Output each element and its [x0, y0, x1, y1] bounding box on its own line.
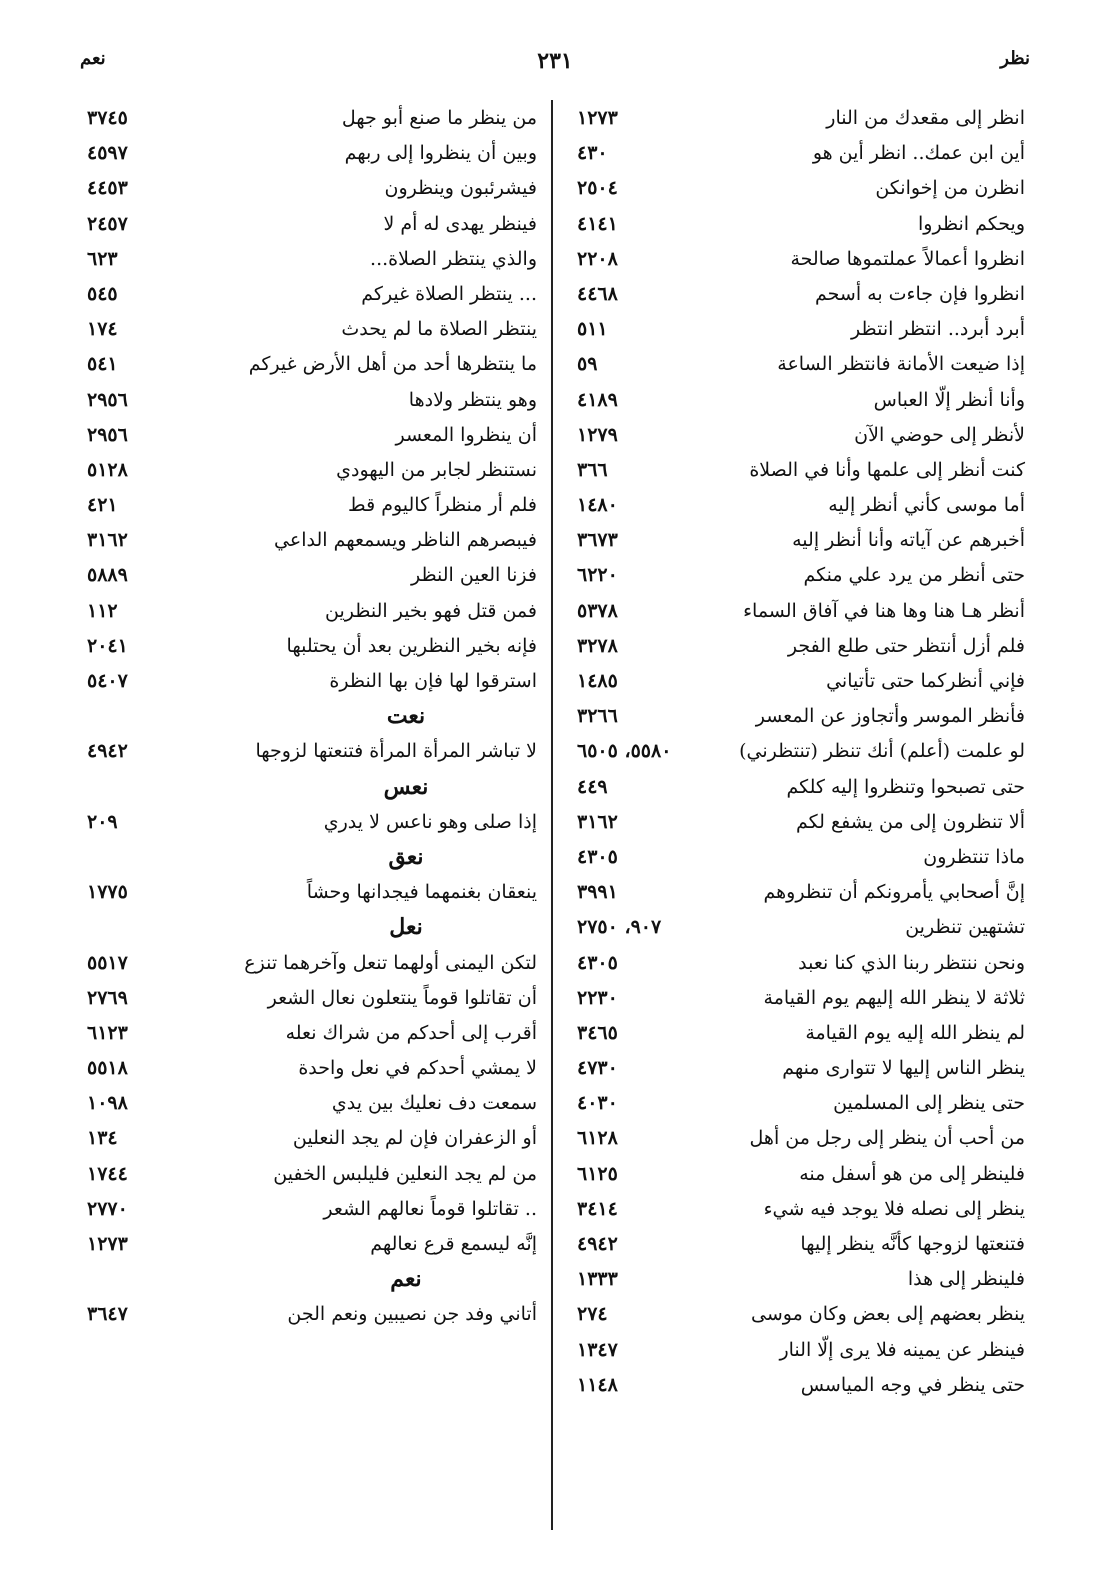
entry-text: فيشرئبون وينظرون	[384, 177, 537, 200]
index-entry	[575, 1121, 1025, 1156]
entry-hadith-number: ١٤٨٠	[577, 494, 618, 517]
index-entry	[85, 1051, 537, 1086]
entry-hadith-number: ٣٢٦٦	[577, 705, 618, 728]
index-entry	[575, 1333, 1025, 1368]
index-entry	[575, 1051, 1025, 1086]
section-heading	[85, 699, 537, 734]
entry-text: فمن قتل فهو بخير النظرين	[325, 599, 537, 622]
index-entry	[85, 171, 537, 206]
index-entry	[85, 488, 537, 523]
index-entry	[85, 805, 537, 840]
entry-hadith-number: ٥٥٨٠، ٦٥٠٥	[577, 740, 672, 763]
entry-hadith-number: ٦١٢٥	[577, 1162, 618, 1185]
entry-text: ينظر بعضهم إلى بعض وكان موسى	[751, 1303, 1025, 1326]
entry-text: ينتظر الصلاة ما لم يحدث	[341, 318, 537, 341]
entry-hadith-number: ٥١٢٨	[87, 458, 128, 481]
section-heading	[85, 770, 537, 805]
entry-hadith-number: ٣٩٩١	[577, 881, 618, 904]
entry-text: أن تقاتلوا قوماً ينتعلون نعال الشعر	[267, 986, 537, 1009]
entry-hadith-number: ٤٧٣٠	[577, 1057, 618, 1080]
entry-text: لتكن اليمنى أولهما تنعل وآخرهما تنزع	[244, 951, 537, 974]
entry-text: فلم أر منظراً كاليوم قط	[348, 494, 537, 517]
entry-text: فلم أزل أنتظر حتى طلع الفجر	[787, 634, 1025, 657]
section-heading	[85, 910, 537, 945]
entry-text: نستنظر لجابر من اليهودي	[336, 458, 537, 481]
entry-hadith-number: ٥٣٧٨	[577, 599, 618, 622]
index-entry	[85, 312, 537, 347]
entry-text: ثلاثة لا ينظر الله إليهم يوم القيامة	[763, 986, 1025, 1009]
index-entry	[85, 664, 537, 699]
entry-text: ينظر الناس إليها لا تتوارى منهم	[782, 1057, 1025, 1080]
page-header	[80, 48, 1030, 78]
entry-hadith-number: ٣٧٤٥	[87, 107, 128, 129]
entry-text: أين ابن عمك.. انظر أين هو	[812, 142, 1025, 165]
index-entry	[575, 383, 1025, 418]
entry-hadith-number: ٩٠٧، ٢٧٥٠	[577, 916, 662, 939]
entry-text: فينظر يهدى له أم لا	[383, 212, 537, 235]
entry-text: تشتهين تنظرين	[905, 916, 1025, 939]
entry-text: كنت أنظر إلى علمها وأنا في الصلاة	[749, 458, 1025, 481]
index-entry	[85, 946, 537, 981]
entry-hadith-number: ١٧٧٥	[87, 881, 128, 904]
index-entry	[85, 875, 537, 910]
entry-hadith-number: ١٢٧٩	[577, 423, 618, 446]
entry-text: انظروا فإن جاءت به أسحم	[814, 282, 1025, 305]
entry-hadith-number: ١٣٤	[87, 1127, 118, 1150]
page-number: ٢٣١	[537, 48, 573, 74]
index-entry	[85, 1157, 537, 1192]
entry-hadith-number: ٢٧٧٠	[87, 1197, 128, 1220]
entry-text: والذي ينتظر الصلاة...	[370, 247, 537, 270]
entry-hadith-number: ٢٢٠٨	[577, 247, 618, 270]
entry-hadith-number: ٤٣٠٥	[577, 951, 618, 974]
entry-text: فلينظر إلى من هو أسفل منه	[799, 1162, 1025, 1185]
entry-text: أخبرهم عن آياته وأنا أنظر إليه	[792, 529, 1025, 552]
index-entry	[85, 207, 537, 242]
header-left-keyword: نعم	[80, 48, 106, 69]
index-entry	[85, 734, 537, 769]
entry-hadith-number: ١٣٤٧	[577, 1338, 618, 1361]
index-entry	[575, 594, 1025, 629]
entry-text: فيبصرهم الناظر ويسمعهم الداعي	[274, 529, 537, 552]
section-heading-label: نعم	[390, 1266, 422, 1293]
section-heading-label: نعق	[388, 843, 424, 870]
index-entry	[575, 805, 1025, 840]
entry-hadith-number: ٥٥١٨	[87, 1057, 128, 1080]
index-entry	[85, 347, 537, 382]
index-entry	[575, 981, 1025, 1016]
entry-text: ألا تنظرون إلى من يشفع لكم	[796, 810, 1025, 833]
entry-hadith-number: ١٢٧٣	[87, 1233, 128, 1255]
right-column	[575, 101, 1025, 1403]
entry-text: ويحكم انظروا	[918, 212, 1025, 235]
entry-hadith-number: ٢٧٦٩	[87, 986, 128, 1009]
entry-text: فلينظر إلى هذا	[907, 1268, 1025, 1291]
entry-text: حتى ينظر في وجه المياسس	[800, 1373, 1025, 1396]
entry-text: من أحب أن ينظر إلى رجل من أهل	[749, 1127, 1025, 1150]
index-entry	[85, 277, 537, 312]
index-entry	[575, 418, 1025, 453]
entry-text: ... ينتظر الصلاة غيركم	[361, 282, 537, 305]
index-entry	[85, 418, 537, 453]
index-entry	[575, 453, 1025, 488]
entry-hadith-number: ٤٣٠	[577, 142, 608, 165]
index-entry	[85, 1086, 537, 1121]
index-entry	[575, 1262, 1025, 1297]
entry-hadith-number: ٣٦٤٧	[87, 1303, 128, 1326]
index-entry	[85, 523, 537, 558]
index-entry	[575, 946, 1025, 981]
index-entry	[575, 277, 1025, 312]
section-heading-label: نعت	[386, 703, 426, 730]
entry-hadith-number: ٥٤٥	[87, 282, 118, 305]
entry-hadith-number: ٣١٦٢	[87, 529, 128, 552]
index-entry	[85, 101, 537, 136]
entry-text: فزنا العين النظر	[410, 564, 537, 587]
entry-hadith-number: ٦١٢٨	[577, 1127, 618, 1150]
entry-hadith-number: ١٤٨٥	[577, 670, 618, 692]
entry-text: ينظر إلى نصله فلا يوجد فيه شيء	[763, 1197, 1025, 1220]
index-entry	[85, 1192, 537, 1227]
entry-hadith-number: ٢٥٠٤	[577, 177, 618, 200]
entry-hadith-number: ٤٩٤٢	[87, 740, 128, 763]
entry-text: أبرد أبرد.. انتظر انتظر	[851, 318, 1025, 341]
entry-hadith-number: ٦١٢٣	[87, 1021, 128, 1044]
section-heading-label: نعل	[389, 914, 423, 941]
entry-text: ما ينتظرها أحد من أهل الأرض غيركم	[248, 353, 537, 376]
section-heading-label: نعس	[383, 773, 429, 800]
left-column	[85, 101, 537, 1333]
index-entry	[575, 312, 1025, 347]
entry-hadith-number: ٤٥٩٧	[87, 142, 128, 165]
index-entry	[575, 1192, 1025, 1227]
entry-text: حتى تصبحوا وتنظروا إليه كلكم	[786, 775, 1025, 798]
entry-text: أو الزعفران فإن لم يجد النعلين	[292, 1127, 537, 1150]
index-entry	[85, 242, 537, 277]
index-entry	[85, 1016, 537, 1051]
entry-text: لأنظر إلى حوضي الآن	[854, 423, 1025, 446]
entry-hadith-number: ٣٦٦	[577, 458, 608, 481]
entry-text: وأنا أنظر إلّا العباس	[873, 388, 1025, 411]
index-entry	[575, 242, 1025, 277]
entry-text: انظروا أعمالاً عملتموها صالحة	[790, 247, 1025, 270]
section-heading	[85, 1262, 537, 1297]
entry-text: أن ينظروا المعسر	[395, 423, 537, 446]
entry-hadith-number: ٥٩	[577, 353, 598, 376]
entry-hadith-number: ١٠٩٨	[87, 1092, 128, 1115]
index-entry	[575, 1086, 1025, 1121]
entry-text: فتنعتها لزوجها كأنَّه ينظر إليها	[800, 1233, 1025, 1255]
index-entry	[575, 664, 1025, 699]
entry-hadith-number: ٢٠٤١	[87, 634, 128, 657]
header-right-keyword: نظر	[1000, 48, 1030, 69]
entry-hadith-number: ٢٩٥٦	[87, 388, 128, 411]
entry-text: من لم يجد النعلين فليلبس الخفين	[273, 1162, 537, 1185]
index-entry	[575, 136, 1025, 171]
entry-text: أتاني وفد جن نصيبين ونعم الجن	[287, 1303, 537, 1326]
entry-text: ماذا تنتظرون	[923, 845, 1025, 868]
entry-hadith-number: ١٢٧٣	[577, 107, 618, 129]
entry-hadith-number: ٤٩٤٢	[577, 1233, 618, 1255]
entry-hadith-number: ٤٣٠٥	[577, 845, 618, 868]
entry-text: فإني أنظركما حتى تأتياني	[826, 670, 1025, 692]
entry-text: لم ينظر الله إليه يوم القيامة	[805, 1021, 1025, 1044]
entry-hadith-number: ٦٢٢٠	[577, 564, 618, 587]
entry-text: حتى أنظر من يرد علي منكم	[803, 564, 1025, 587]
entry-hadith-number: ١١٢	[87, 599, 118, 622]
entry-text: .. تقاتلوا قوماً نعالهم الشعر	[323, 1197, 537, 1220]
entry-hadith-number: ٣١٦٢	[577, 810, 618, 833]
entry-hadith-number: ٢٩٥٦	[87, 423, 128, 446]
section-heading	[85, 840, 537, 875]
entry-hadith-number: ٤١٨٩	[577, 388, 618, 411]
entry-text: لو علمت (أعلم) أنك تنظر (تنتظرني)	[739, 740, 1025, 763]
index-entry	[85, 981, 537, 1016]
index-entry	[85, 558, 537, 593]
entry-text: وهو ينتظر ولادها	[408, 388, 537, 411]
entry-text: أما موسى كأني أنظر إليه	[828, 494, 1025, 517]
entry-hadith-number: ٥٤٠٧	[87, 670, 128, 692]
index-entry	[575, 1368, 1025, 1403]
entry-hadith-number: ١٣٣٣	[577, 1268, 618, 1291]
entry-text: لا يمشي أحدكم في نعل واحدة	[298, 1057, 537, 1080]
index-entry	[575, 1016, 1025, 1051]
entry-hadith-number: ٢٤٥٧	[87, 212, 128, 235]
index-entry	[575, 629, 1025, 664]
entry-text: إذا ضيعت الأمانة فانتظر الساعة	[777, 353, 1025, 376]
entry-hadith-number: ٦٢٣	[87, 247, 118, 270]
entry-text: فإنه بخير النظرين بعد أن يحتلبها	[286, 634, 537, 657]
index-entry	[85, 1227, 537, 1262]
index-entry	[575, 910, 1025, 945]
entry-hadith-number: ٥٨٨٩	[87, 564, 128, 587]
index-entry	[575, 523, 1025, 558]
index-entry	[85, 629, 537, 664]
entry-text: استرقوا لها فإن بها النظرة	[329, 670, 537, 692]
entry-text: سمعت دف نعليك بين يدي	[331, 1092, 537, 1115]
entry-text: أنظر هـا هنا وها هنا في آفاق السماء	[743, 599, 1025, 622]
entry-hadith-number: ١٧٤	[87, 318, 118, 341]
entry-hadith-number: ٣٤١٤	[577, 1197, 618, 1220]
entry-hadith-number: ١١٤٨	[577, 1373, 618, 1396]
index-entry	[85, 453, 537, 488]
entry-hadith-number: ٤١٤١	[577, 212, 618, 235]
entry-text: إنَّ أصحابي يأمرونكم أن تنظروهم	[763, 881, 1025, 904]
index-entry	[85, 136, 537, 171]
entry-hadith-number: ٤٢١	[87, 494, 118, 517]
entry-text: أقرب إلى أحدكم من شراك نعله	[285, 1021, 537, 1044]
index-entry	[85, 1297, 537, 1332]
entry-hadith-number: ٣٦٧٣	[577, 529, 618, 552]
entry-text: فينظر عن يمينه فلا يرى إلّا النار	[779, 1338, 1025, 1361]
index-entry	[85, 383, 537, 418]
index-entry	[575, 347, 1025, 382]
index-entry	[575, 1227, 1025, 1262]
entry-hadith-number: ٤٤٥٣	[87, 177, 128, 200]
index-entry	[575, 101, 1025, 136]
index-entry	[85, 1121, 537, 1156]
entry-hadith-number: ٣٤٦٥	[577, 1021, 618, 1044]
entry-hadith-number: ٢٢٣٠	[577, 986, 618, 1009]
entry-text: وبين أن ينظروا إلى ربهم	[344, 142, 537, 165]
entry-text: ونحن ننتظر ربنا الذي كنا نعبد	[798, 951, 1025, 974]
index-entry	[575, 558, 1025, 593]
entry-hadith-number: ٢٠٩	[87, 810, 118, 833]
entry-text: ينعقان بغنمهما فيجدانها وحشاً	[306, 881, 537, 904]
index-entry	[575, 171, 1025, 206]
index-entry	[85, 594, 537, 629]
entry-hadith-number: ٥٥١٧	[87, 951, 128, 974]
entry-hadith-number: ٤٠٣٠	[577, 1092, 618, 1115]
entry-text: لا تباشر المرأة المرأة فتنعتها لزوجها	[255, 740, 537, 763]
entry-hadith-number: ٥١١	[577, 318, 608, 341]
entry-hadith-number: ٣٢٧٨	[577, 634, 618, 657]
index-entry	[575, 875, 1025, 910]
index-entry	[575, 1157, 1025, 1192]
entry-hadith-number: ٥٤١	[87, 353, 118, 376]
entry-text: فأنظر الموسر وأتجاوز عن المعسر	[755, 705, 1025, 728]
entry-text: انظرن من إخوانكن	[875, 177, 1025, 200]
entry-hadith-number: ٤٤٩	[577, 775, 608, 798]
column-divider	[551, 100, 553, 1530]
index-entry	[575, 1297, 1025, 1332]
entry-text: حتى ينظر إلى المسلمين	[833, 1092, 1025, 1115]
entry-hadith-number: ٢٧٤	[577, 1303, 608, 1326]
entry-text: انظر إلى مقعدك من النار	[826, 107, 1025, 129]
index-entry	[575, 207, 1025, 242]
index-entry	[575, 734, 1025, 769]
entry-text: إذا صلى وهو ناعس لا يدري	[323, 810, 537, 833]
entry-hadith-number: ١٧٤٤	[87, 1162, 128, 1185]
entry-hadith-number: ٤٤٦٨	[577, 282, 618, 305]
index-entry	[575, 488, 1025, 523]
entry-text: من ينظر ما صنع أبو جهل	[341, 107, 537, 129]
index-entry	[575, 699, 1025, 734]
index-entry	[575, 770, 1025, 805]
index-entry	[575, 840, 1025, 875]
entry-text: إنَّه ليسمع قرع نعالهم	[370, 1233, 537, 1255]
